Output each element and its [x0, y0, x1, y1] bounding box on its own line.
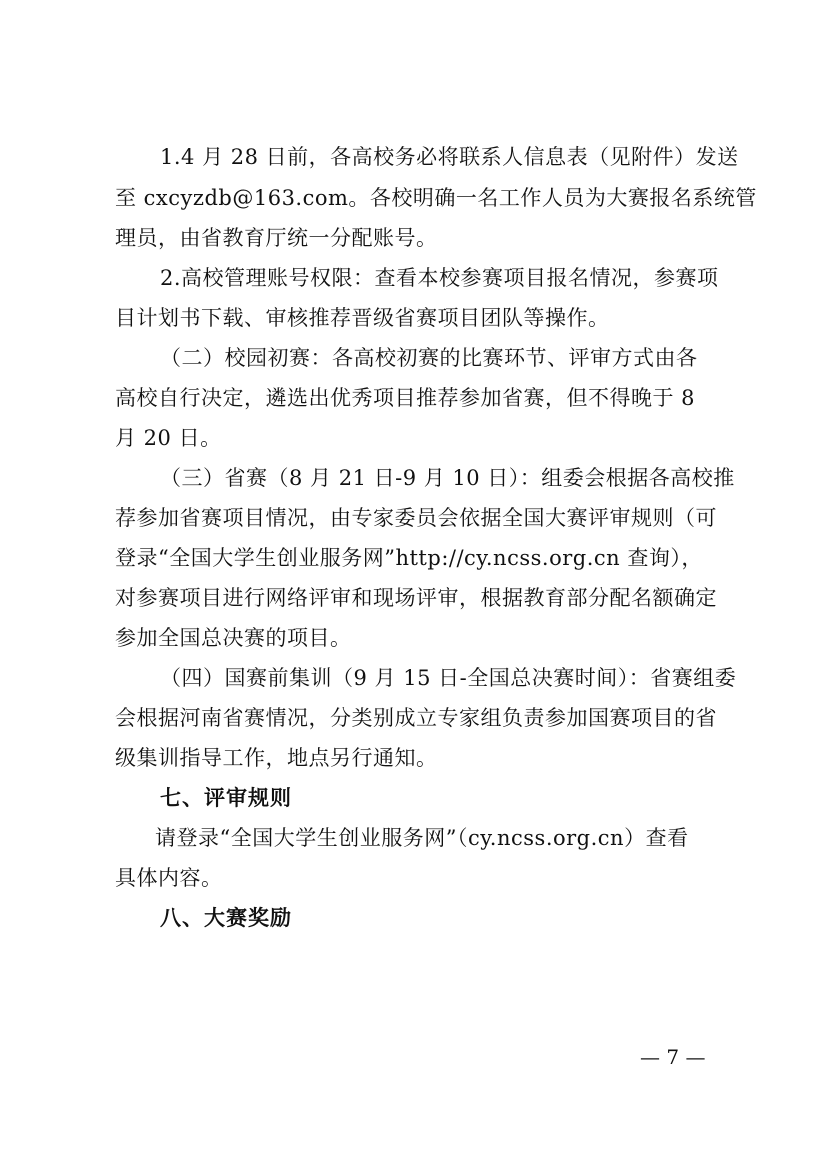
section-heading-review-rules: 七、评审规则: [160, 786, 292, 810]
paragraph-line: 会根据河南省赛情况，分类别成立专家组负责参加国赛项目的省: [115, 706, 717, 730]
paragraph-line: 月 20 日。: [115, 426, 222, 450]
paragraph-line: 级集训指导工作，地点另行通知。: [115, 746, 438, 770]
paragraph-line: 参加全国总决赛的项目。: [115, 626, 352, 650]
paragraph-line: 对参赛项目进行网络评审和现场评审，根据教育部分配名额确定: [115, 586, 717, 610]
paragraph-line: （三）省赛（8 月 21 日-9 月 10 日）：组委会根据各高校推: [160, 466, 735, 490]
paragraph-line: 2.高校管理账号权限：查看本校参赛项目报名情况，参赛项: [160, 266, 719, 290]
paragraph-line: 高校自行决定，遴选出优秀项目推荐参加省赛，但不得晚于 8: [115, 386, 696, 410]
paragraph-line: （四）国赛前集训（9 月 15 日-全国总决赛时间）：省赛组委: [160, 666, 737, 690]
paragraph-line: 具体内容。: [115, 866, 223, 890]
paragraph-line: 目计划书下载、审核推荐晋级省赛项目团队等操作。: [115, 306, 610, 330]
paragraph-line: 荐参加省赛项目情况，由专家委员会依据全国大赛评审规则（可: [115, 506, 717, 530]
paragraph-line: 理员，由省教育厅统一分配账号。: [115, 226, 438, 250]
paragraph-line: 登录“全国大学生创业服务网”http://cy.ncss.org.cn 查询），: [115, 546, 703, 570]
paragraph-line: 1.4 月 28 日前，各高校务必将联系人信息表（见附件）发送: [160, 145, 739, 169]
paragraph-line: （二）校园初赛：各高校初赛的比赛环节、评审方式由各: [160, 346, 698, 370]
paragraph-line: 请登录“全国大学生创业服务网”（cy.ncss.org.cn）查看: [155, 826, 689, 850]
paragraph-line: 至 cxcyzdb@163.com。各校明确一名工作人员为大赛报名系统管: [115, 186, 757, 210]
page-number: — 7 —: [640, 1045, 706, 1069]
section-heading-awards: 八、大赛奖励: [160, 906, 292, 930]
